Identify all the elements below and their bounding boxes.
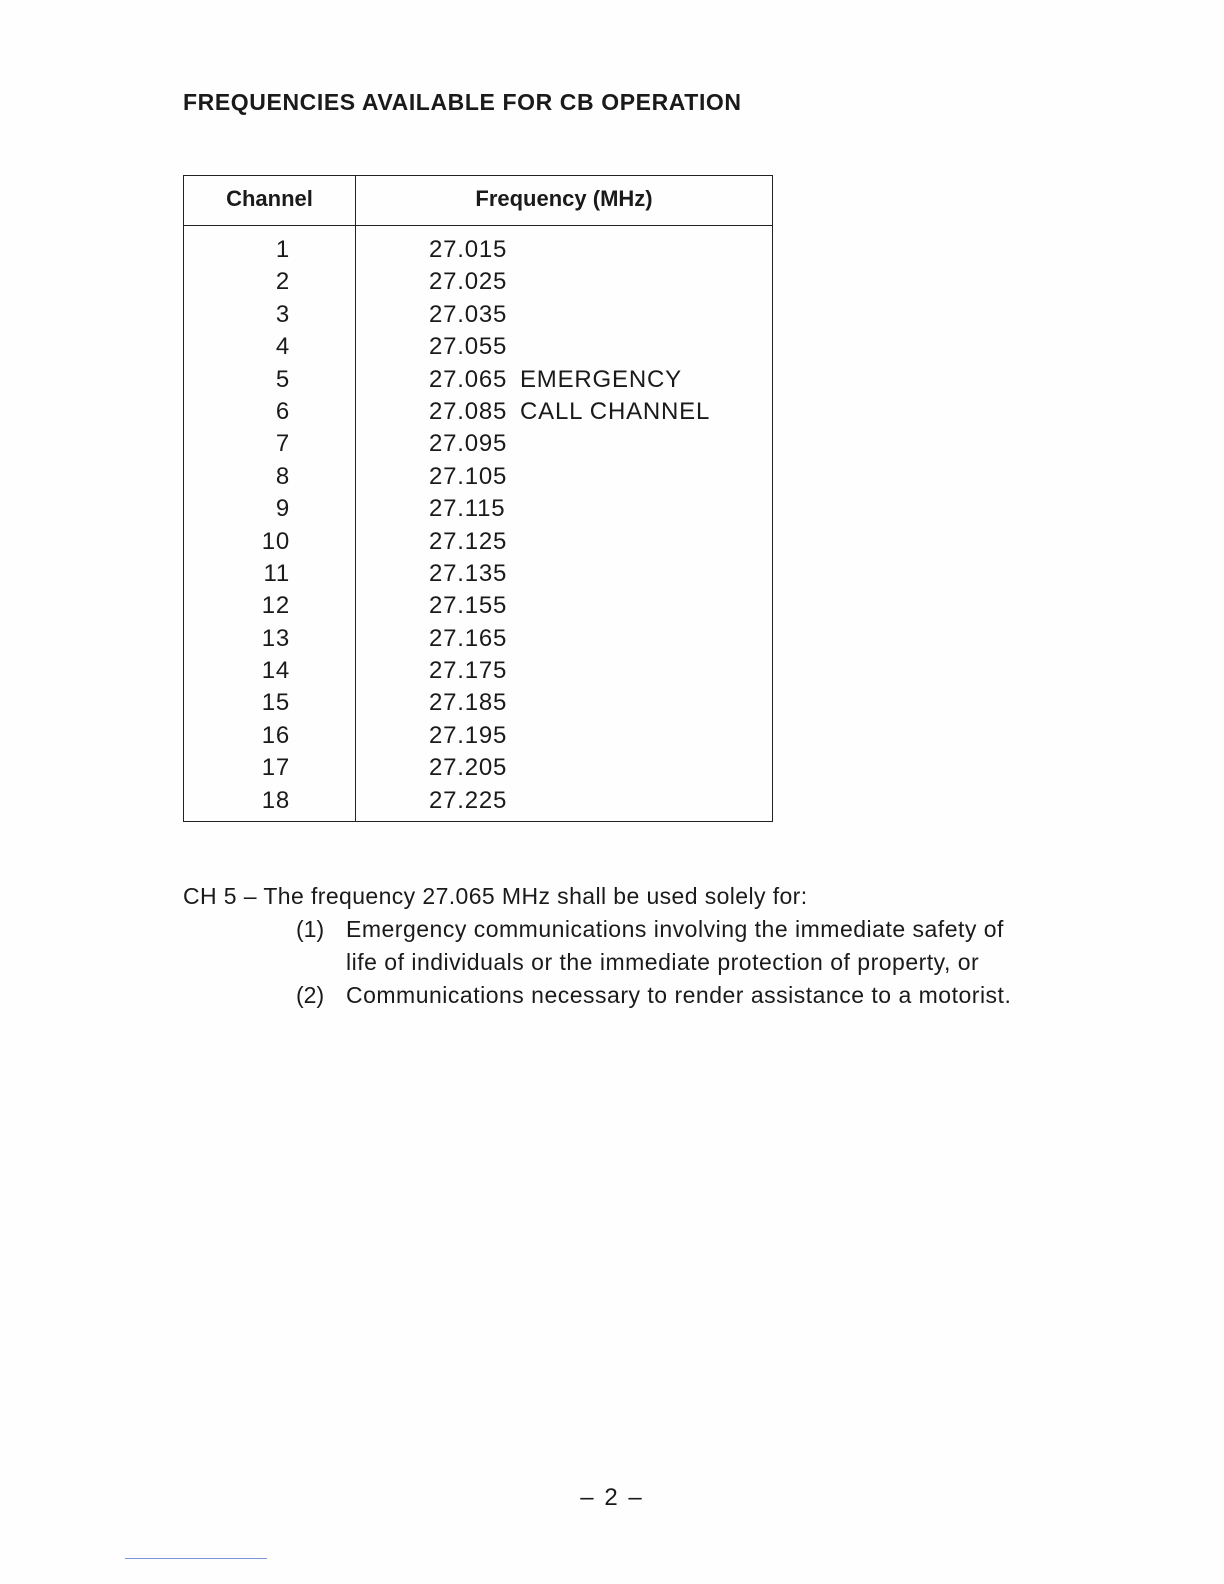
frequency-cell: 27.055 (429, 333, 508, 361)
frequency-cell: 27.085 (429, 397, 508, 425)
channel-cell: 12 (261, 592, 290, 620)
table-row (184, 655, 772, 687)
scan-artifact-line (125, 1558, 267, 1559)
frequency-note: EMERGENCY (520, 365, 682, 393)
frequency-cell: 27.155 (429, 592, 508, 620)
table-row (184, 558, 772, 590)
channel-cell: 14 (261, 657, 290, 685)
channel-cell: 13 (261, 624, 290, 652)
table-row (184, 752, 772, 784)
page-number: – 2 – (580, 1484, 644, 1511)
frequency-cell: 27.185 (429, 689, 508, 717)
frequency-column-header: Frequency (MHz) (475, 186, 653, 211)
frequency-cell: 27.205 (429, 754, 508, 782)
frequency-cell: 27.195 (429, 721, 508, 749)
channel-5-footnote: CH 5 – The frequency 27.065 MHz shall be used solely for: (183, 883, 808, 909)
frequency-cell: 27.135 (429, 559, 508, 587)
channel-cell: 9 (275, 495, 290, 523)
channel-cell: 17 (261, 754, 290, 782)
channel-cell: 5 (275, 365, 290, 393)
frequency-cell: 27.095 (429, 430, 508, 458)
table-row (184, 299, 772, 331)
channel-cell: 16 (261, 721, 290, 749)
frequency-note: CALL CHANNEL (520, 397, 711, 425)
frequency-cell: 27.175 (429, 657, 508, 685)
frequency-cell: 27.165 (429, 624, 508, 652)
table-row (184, 590, 772, 622)
table-body (184, 234, 772, 817)
channel-cell: 11 (263, 559, 290, 587)
table-row (184, 623, 772, 655)
footnote-item-number: (1) (296, 916, 325, 942)
channel-cell: 4 (275, 333, 290, 361)
frequency-cell: 27.025 (429, 268, 508, 296)
channel-cell: 15 (261, 689, 290, 717)
table-row (184, 461, 772, 493)
channel-cell: 10 (261, 527, 290, 555)
table-row (184, 331, 772, 363)
channel-cell: 2 (275, 268, 290, 296)
frequency-cell: 27.035 (429, 300, 508, 328)
table-row (184, 428, 772, 460)
header-divider (184, 225, 772, 226)
footnote-item-number: (2) (296, 982, 325, 1008)
frequency-cell: 27.225 (429, 786, 508, 814)
frequency-cell: 27.125 (429, 527, 508, 555)
table-row (184, 720, 772, 752)
footnote-item-text: Communications necessary to render assistance to a motorist. (346, 982, 1012, 1008)
channel-cell: 7 (275, 430, 290, 458)
page-title: FREQUENCIES AVAILABLE FOR CB OPERATION (183, 89, 742, 115)
channel-cell: 6 (275, 397, 290, 425)
table-row (184, 266, 772, 298)
frequency-cell: 27.115 (429, 495, 506, 523)
footnote-item-text-continued: life of individuals or the immediate protection of property, or (346, 949, 980, 975)
table-row (184, 493, 772, 525)
table-row (184, 396, 772, 428)
frequency-cell: 27.105 (429, 462, 508, 490)
table-row (184, 687, 772, 719)
frequency-cell: 27.065 (429, 365, 508, 393)
table-row (184, 364, 772, 396)
frequency-cell: 27.015 (429, 236, 508, 263)
footnote-item-text: Emergency communications involving the immediate safety of (346, 916, 1004, 942)
table-row (184, 785, 772, 817)
table-row (184, 234, 772, 266)
channel-column-header: Channel (226, 186, 313, 211)
table-row (184, 526, 772, 558)
channel-cell: 18 (261, 786, 290, 814)
channel-cell: 1 (275, 236, 290, 263)
channel-cell: 3 (275, 300, 290, 328)
frequency-table (183, 175, 773, 822)
channel-cell: 8 (275, 462, 290, 490)
